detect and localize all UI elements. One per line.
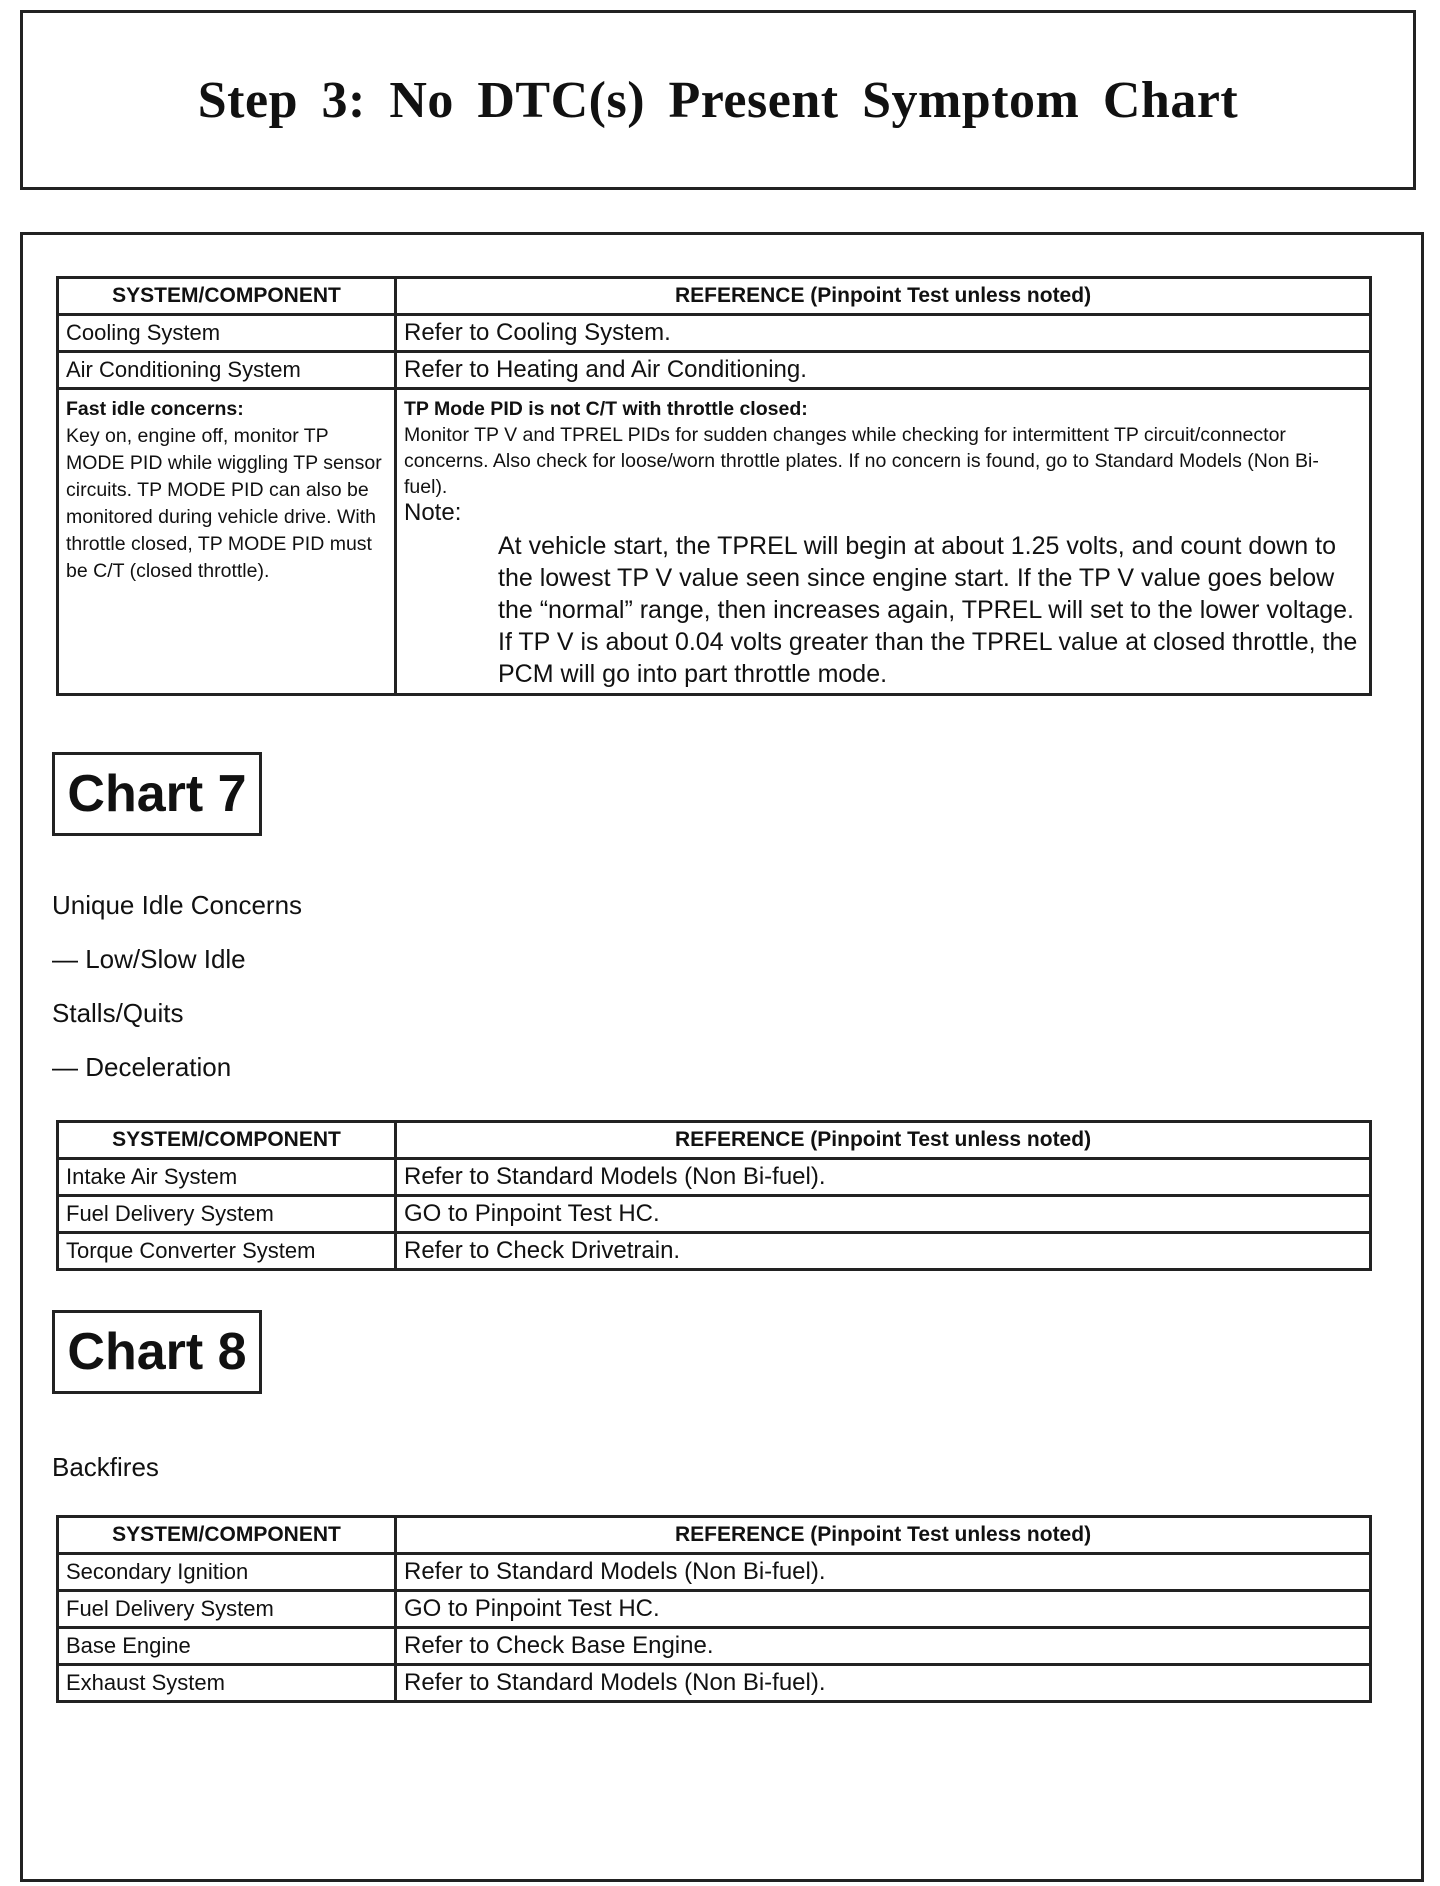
table-row (58, 1665, 1371, 1702)
table-row (58, 1159, 1371, 1196)
table-header-row (58, 1517, 1371, 1554)
fast-idle-heading: Fast idle concerns: (66, 398, 244, 420)
reference-cell: Refer to Check Base Engine. (396, 1628, 1371, 1665)
system-cell: Air Conditioning System (58, 352, 396, 389)
header-system-component: SYSTEM/COMPONENT (58, 278, 396, 315)
system-cell: Cooling System (58, 315, 396, 352)
reference-cell: Refer to Standard Models (Non Bi-fuel). (396, 1665, 1371, 1702)
fast-idle-ref-body: Monitor TP V and TPREL PIDs for sudden changes while checking for intermittent TP circuit/connector concerns. Also check for loose/worn throttle plates. If no concern is found, go to Standard Models (Non Bi-fuel). (404, 424, 1319, 498)
table-row (58, 1233, 1371, 1270)
fast-idle-body: Key on, engine off, monitor TP MODE PID while wiggling TP sensor circuits. TP MODE PID can also be monitored during vehicle drive. With throttle closed, TP MODE PID must be C/T (closed throttle). (66, 425, 382, 582)
symptom-table-chart-7 (56, 1120, 1372, 1271)
table-row (58, 315, 1371, 352)
reference-cell: Refer to Check Drivetrain. (396, 1233, 1371, 1270)
system-cell: Intake Air System (58, 1159, 396, 1196)
symptom-item: Unique Idle Concerns (52, 890, 303, 920)
note-body: At vehicle start, the TPREL will begin at about 1.25 volts, and count down to the lowest TP V value seen since engine start. If the TP V value goes below the “normal” range, then increases again, TPREL will set to the lower voltage. If TP V is about 0.04 volts greater than the TPREL value at closed throttle, the PCM will go into part throttle mode. (498, 532, 1358, 688)
symptom-table-chart-8 (56, 1515, 1372, 1703)
header-system-component: SYSTEM/COMPONENT (58, 1517, 396, 1554)
system-cell: Torque Converter System (58, 1233, 396, 1270)
reference-cell: Refer to Heating and Air Conditioning. (396, 352, 1371, 389)
header-system-component: SYSTEM/COMPONENT (58, 1122, 396, 1159)
chart-7-label: Chart 7 (52, 752, 262, 836)
table-row-fast-idle (58, 389, 1371, 695)
header-reference: REFERENCE (Pinpoint Test unless noted) (396, 1122, 1371, 1159)
reference-cell: Refer to Standard Models (Non Bi-fuel). (396, 1159, 1371, 1196)
page-title: Step 3: No DTC(s) Present Symptom Chart (197, 71, 1239, 129)
header-reference: REFERENCE (Pinpoint Test unless noted) (396, 1517, 1371, 1554)
symptom-item: — Low/Slow Idle (52, 944, 246, 974)
note-label: Note: (404, 499, 462, 526)
fast-idle-reference-cell (396, 389, 1371, 695)
symptom-item: Backfires (52, 1452, 159, 1482)
chart-8-label: Chart 8 (52, 1310, 262, 1394)
table-header-row (58, 1122, 1371, 1159)
reference-cell: Refer to Cooling System. (396, 315, 1371, 352)
table-header-row (58, 278, 1371, 315)
system-cell: Fuel Delivery System (58, 1196, 396, 1233)
reference-cell: GO to Pinpoint Test HC. (396, 1196, 1371, 1233)
reference-cell: Refer to Standard Models (Non Bi-fuel). (396, 1554, 1371, 1591)
table-row (58, 1628, 1371, 1665)
table-row (58, 1196, 1371, 1233)
system-cell: Base Engine (58, 1628, 396, 1665)
symptom-item: — Deceleration (52, 1052, 232, 1082)
table-row (58, 1554, 1371, 1591)
symptom-item: Stalls/Quits (52, 998, 184, 1028)
symptom-table-general (56, 276, 1372, 696)
reference-cell: GO to Pinpoint Test HC. (396, 1591, 1371, 1628)
system-cell: Fuel Delivery System (58, 1591, 396, 1628)
table-row (58, 1591, 1371, 1628)
system-cell: Exhaust System (58, 1665, 396, 1702)
system-cell: Secondary Ignition (58, 1554, 396, 1591)
fast-idle-ref-heading: TP Mode PID is not C/T with throttle closed: (404, 398, 808, 420)
fast-idle-system-cell (58, 389, 396, 695)
title-box (20, 10, 1416, 190)
header-reference: REFERENCE (Pinpoint Test unless noted) (396, 278, 1371, 315)
table-row (58, 352, 1371, 389)
